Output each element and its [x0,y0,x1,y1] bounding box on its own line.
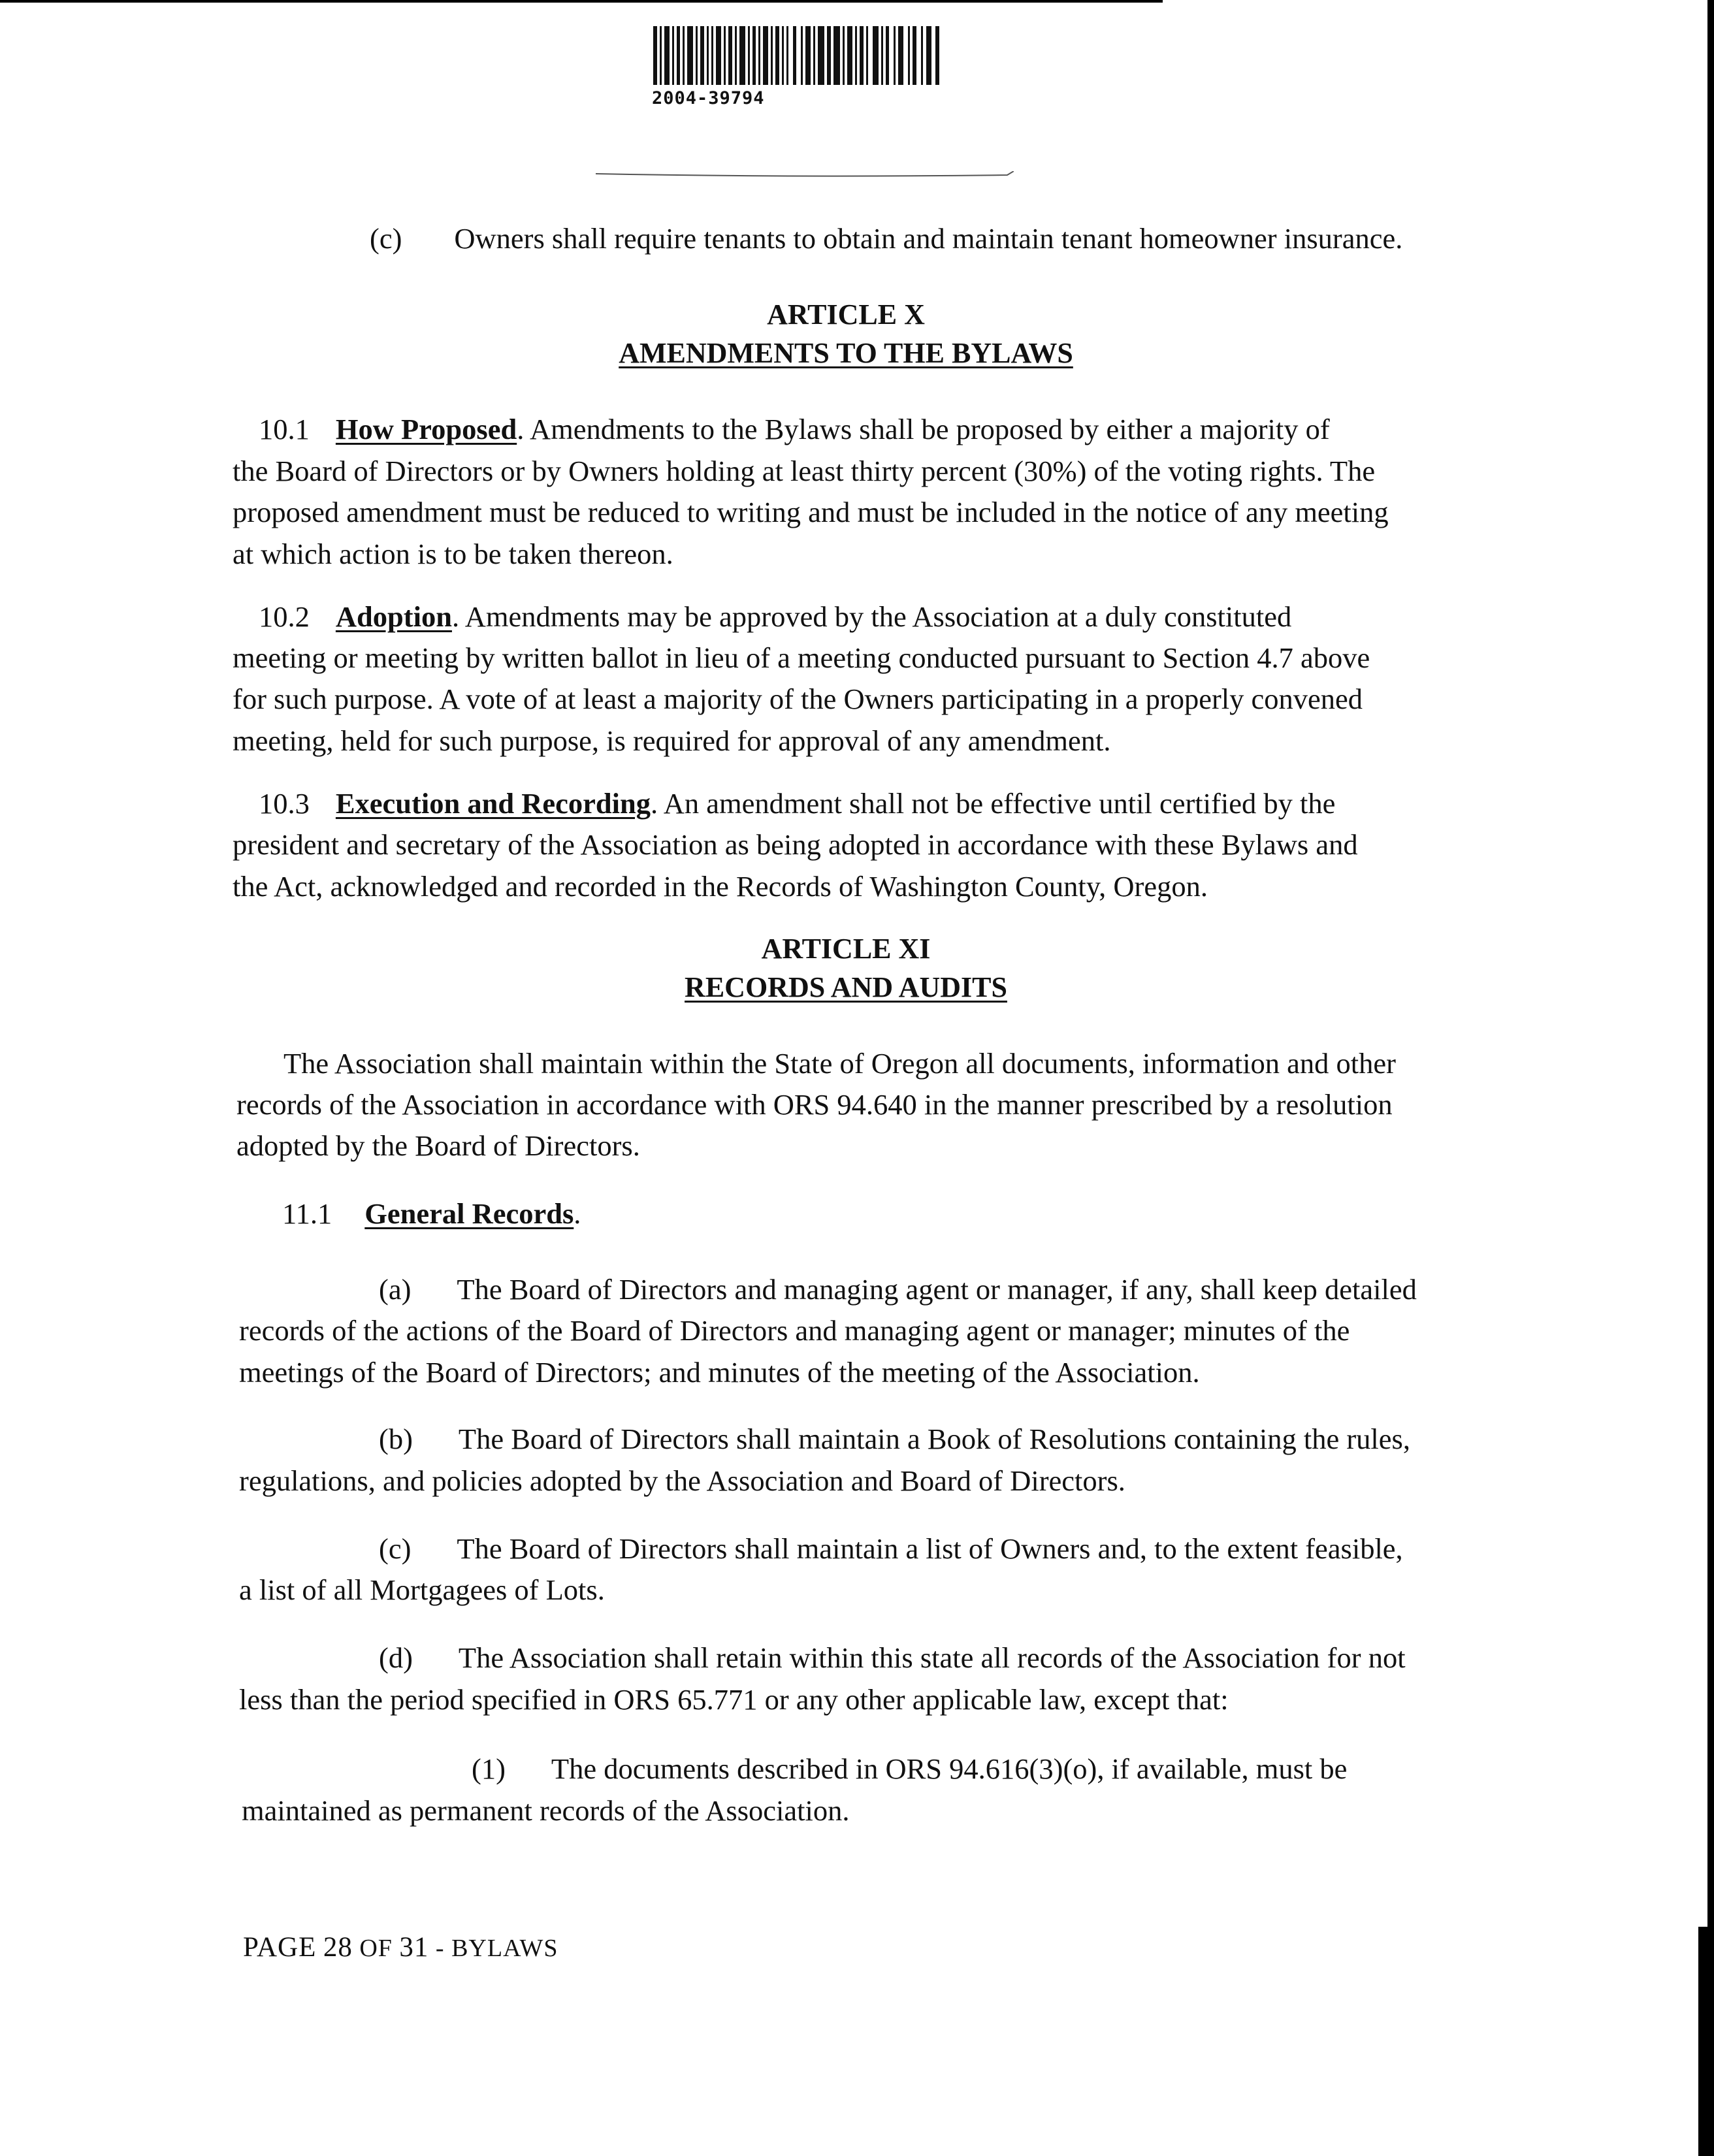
clause-b-line-1 [379,1419,1410,1460]
section-10-1-line-1: 10.1 How Proposed. Amendments to the Bylaws shall be proposed by either a majority of [259,413,1330,445]
clause-label: (c) [370,222,402,255]
article-x-subtitle: AMENDMENTS TO THE BYLAWS [619,337,1073,369]
section-text: An amendment shall not be effective until certified by the [663,787,1336,820]
section-10-2-line-4: meeting, held for such purpose, is required for approval of any amendment. [233,724,1111,757]
section-caption: Execution and Recording [335,787,651,820]
clause-text: The Board of Directors shall maintain a list of Owners and, to the extent feasible, [457,1532,1403,1565]
section-text: Amendments to the Bylaws shall be proposed by either a majority of [530,413,1330,445]
clause-d-1-line-2: maintained as permanent records of the Association. [242,1794,850,1827]
article-xi-subtitle-wrap [0,969,1692,1006]
section-10-3-line-2: president and secretary of the Association as being adopted in accordance with these Bylaws and [233,828,1358,861]
page-footer [243,1932,558,1964]
clause-d-line-2: less than the period specified in ORS 65.771 or any other applicable law, except that: [239,1683,1229,1716]
clause-label: (1) [472,1752,506,1785]
article-xi-intro-line-2: records of the Association in accordance with ORS 94.640 in the manner prescribed by a resolution [236,1088,1393,1121]
article-x-subtitle-wrap [0,334,1692,372]
article-xi-intro-line-3: adopted by the Board of Directors. [236,1129,640,1162]
scan-right-edge [1707,0,1714,2156]
clause-c-line-2: a list of all Mortgagees of Lots. [239,1573,605,1606]
clause-text: The documents described in ORS 94.616(3)(o), if available, must be [551,1752,1348,1785]
clause-a-line-1 [379,1269,1417,1310]
footer-doc-name: - BYLAWS [435,1935,558,1962]
section-10-2-line-1: 10.2 Adoption. Amendments may be approved by the Association at a duly constituted [259,600,1292,633]
clause-label: (a) [379,1273,412,1306]
clause-d-line-1 [379,1637,1406,1679]
section-caption: How Proposed [335,413,517,445]
footer-of-word: OF [359,1935,393,1962]
scan-top-edge [0,0,1163,3]
section-10-1-line-4: at which action is to be taken thereon. [233,538,673,570]
section-10-2-line-2: meeting or meeting by written ballot in lieu of a meeting conducted pursuant to Section 4.7 above [233,641,1370,674]
section-10-1-line-2: the Board of Directors or by Owners holding at least thirty percent (30%) of the voting rights. The [233,455,1376,487]
article-xi-intro-line-1: The Association shall maintain within the State of Oregon all documents, information and other [283,1047,1396,1080]
article-x-title: ARTICLE X [767,298,925,330]
section-10-3-line-3: the Act, acknowledged and recorded in the Records of Washington County, Oregon. [233,870,1208,903]
section-number: 11.1 [282,1197,332,1230]
section-10-1-line-3: proposed amendment must be reduced to writing and must be included in the notice of any meeting [233,496,1389,528]
clause-c-tenant-insurance [370,218,1402,259]
barcode-number: 2004-39794 [652,88,765,108]
section-number: 10.3 [259,787,310,820]
section-text: Amendments may be approved by the Association at a duly constituted [464,600,1292,633]
clause-label: (d) [379,1641,413,1674]
clause-text: The Association shall retain within this state all records of the Association for not [458,1641,1406,1674]
section-10-2-line-3: for such purpose. A vote of at least a majority of the Owners participating in a properly convened [233,683,1363,715]
scan-right-edge-tail [1698,1927,1707,2156]
footer-page-number: 28 [323,1932,353,1963]
article-xi-title: ARTICLE XI [761,933,931,965]
section-number: 10.1 [259,413,310,445]
clause-text: The Board of Directors and managing agent or manager, if any, shall keep detailed [457,1273,1417,1306]
scan-artifact-line [596,171,1014,183]
clause-text: The Board of Directors shall maintain a Book of Resolutions containing the rules, [458,1423,1410,1455]
clause-b-line-2: regulations, and policies adopted by the Association and Board of Directors. [239,1464,1125,1497]
section-caption: General Records [364,1197,574,1230]
footer-total-pages: 31 [399,1932,429,1963]
section-10-3-line-1: 10.3 Execution and Recording. An amendment shall not be effective until certified by the [259,787,1336,820]
clause-a-line-2: records of the actions of the Board of Directors and managing agent or manager; minutes of the [239,1314,1350,1347]
article-xi-subtitle: RECORDS AND AUDITS [685,971,1007,1003]
clause-text: Owners shall require tenants to obtain and maintain tenant homeowner insurance. [454,222,1403,255]
clause-label: (b) [379,1423,413,1455]
section-11-1-heading: 11.1 General Records. [282,1197,581,1230]
clause-c-line-1 [379,1528,1403,1569]
footer-page-word: PAGE [243,1932,317,1963]
section-number: 10.2 [259,600,310,633]
clause-d-1-line-1 [472,1748,1347,1790]
section-caption: Adoption [335,600,452,633]
clause-label: (c) [379,1532,412,1565]
clause-a-line-3: meetings of the Board of Directors; and minutes of the meeting of the Association. [239,1356,1200,1389]
